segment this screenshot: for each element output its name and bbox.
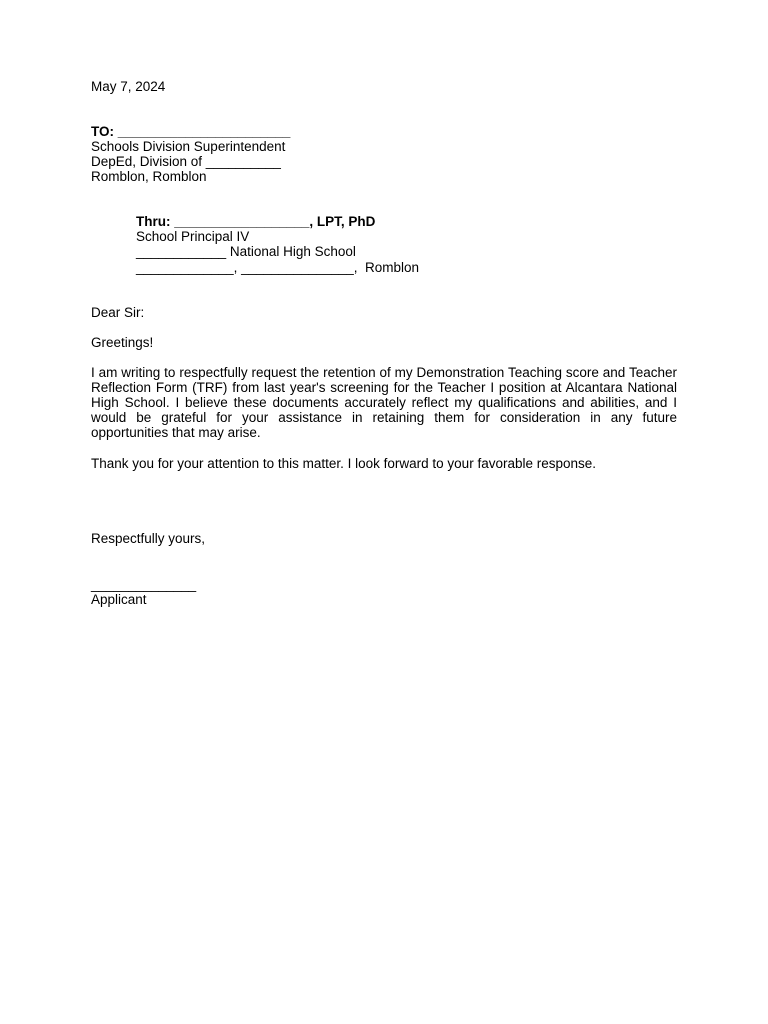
thru-line-3: _____________, _______________, Romblon bbox=[136, 260, 420, 275]
to-line-1: Schools Division Superintendent bbox=[91, 139, 286, 154]
signatory: Applicant bbox=[91, 592, 147, 607]
to-label: TO: _______________________ bbox=[91, 124, 291, 139]
thru-label: Thru: __________________, LPT, PhD bbox=[136, 214, 376, 229]
salutation: Dear Sir: bbox=[91, 305, 145, 320]
body-paragraph-1: I am writing to respectfully request the retention of my Demonstration Teaching score and Teacher Reflection Form (TRF) from last year's screening for the Teacher I position at Alcantara National High School. I believe these documents accurately reflect my qualifications and abilities, and I would be grateful for your assistance in retaining them for consideration in any future opportunities that may arise. bbox=[91, 365, 677, 440]
letter-date: May 7, 2024 bbox=[91, 79, 166, 94]
to-line-2: DepEd, Division of __________ bbox=[91, 154, 281, 169]
body-paragraph-2: Thank you for your attention to this matter. I look forward to your favorable response. bbox=[91, 456, 597, 471]
greeting: Greetings! bbox=[91, 335, 154, 350]
signature-line: ______________ bbox=[91, 577, 197, 592]
closing: Respectfully yours, bbox=[91, 531, 206, 546]
to-line-3: Romblon, Romblon bbox=[91, 169, 207, 184]
thru-line-2: ____________ National High School bbox=[136, 244, 356, 259]
thru-line-1: School Principal IV bbox=[136, 229, 250, 244]
